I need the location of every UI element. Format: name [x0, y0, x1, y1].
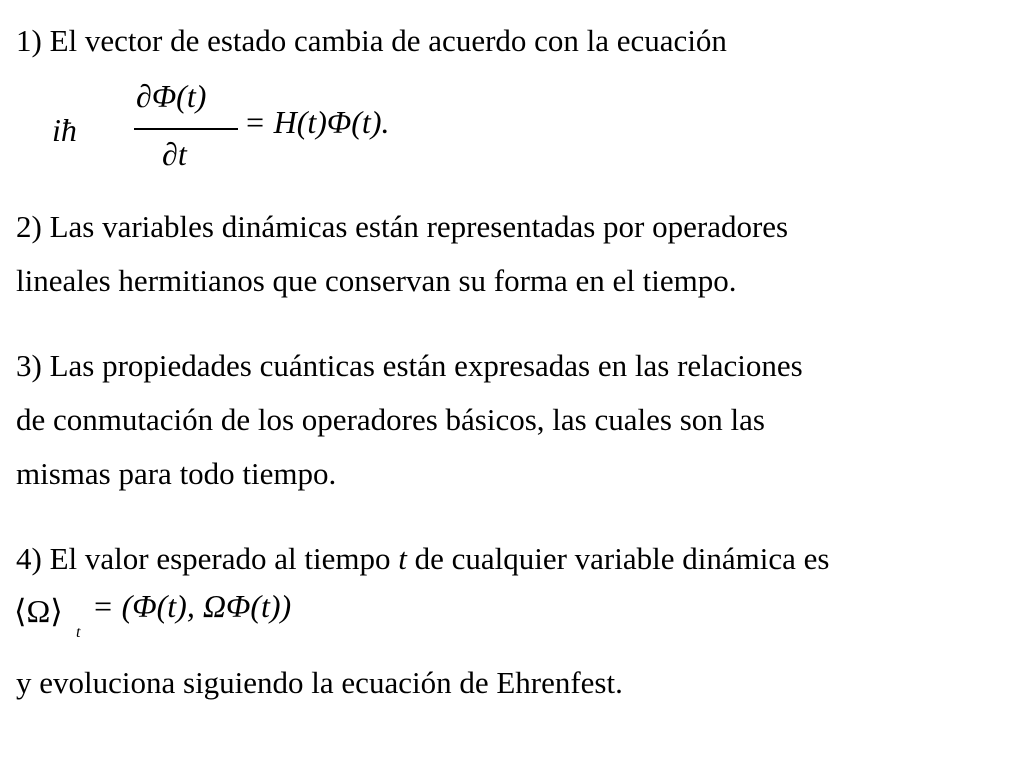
- eq1-fraction-bar: [134, 128, 238, 130]
- item-4-variable: t: [398, 541, 407, 576]
- item-4-pre: 4) El valor esperado al tiempo: [16, 541, 399, 576]
- eq1-rhs: = H(t)Φ(t).: [244, 104, 390, 140]
- item-3: [16, 339, 1016, 501]
- closing: [16, 656, 1016, 710]
- expectation-value-equation: [14, 588, 414, 652]
- item-4-line: [16, 532, 1016, 586]
- closing-text: y evoluciona siguiendo la ecuación de Ehrenfest.: [16, 665, 623, 700]
- item-4-post: de cualquier variable dinámica es: [406, 541, 830, 576]
- eq2-rhs: = (Φ(t), ΩΦ(t)): [92, 588, 292, 624]
- item-3-line-2: de conmutación de los operadores básicos, las cuales son las: [16, 402, 765, 437]
- schrodinger-equation: [52, 72, 472, 192]
- eq1-ih: iħ: [52, 112, 77, 148]
- item-3-line-3: mismas para todo tiempo.: [16, 456, 337, 491]
- eq1-denominator: ∂t: [162, 136, 187, 172]
- item-2: [16, 200, 1016, 308]
- item-2-line-1: 2) Las variables dinámicas están representadas por operadores: [16, 209, 789, 244]
- eq1-numerator: ∂Φ(t): [136, 78, 207, 114]
- item-3-line-1: 3) Las propiedades cuánticas están expresadas en las relaciones: [16, 348, 803, 383]
- item-1-text: 1) El vector de estado cambia de acuerdo con la ecuación: [16, 23, 727, 58]
- item-4: [16, 532, 1016, 586]
- item-1: [16, 14, 1016, 68]
- eq2-lhs: ⟨Ω⟩: [14, 593, 63, 629]
- item-2-line-2: lineales hermitianos que conservan su forma en el tiempo.: [16, 263, 737, 298]
- eq2-subscript: t: [76, 624, 81, 641]
